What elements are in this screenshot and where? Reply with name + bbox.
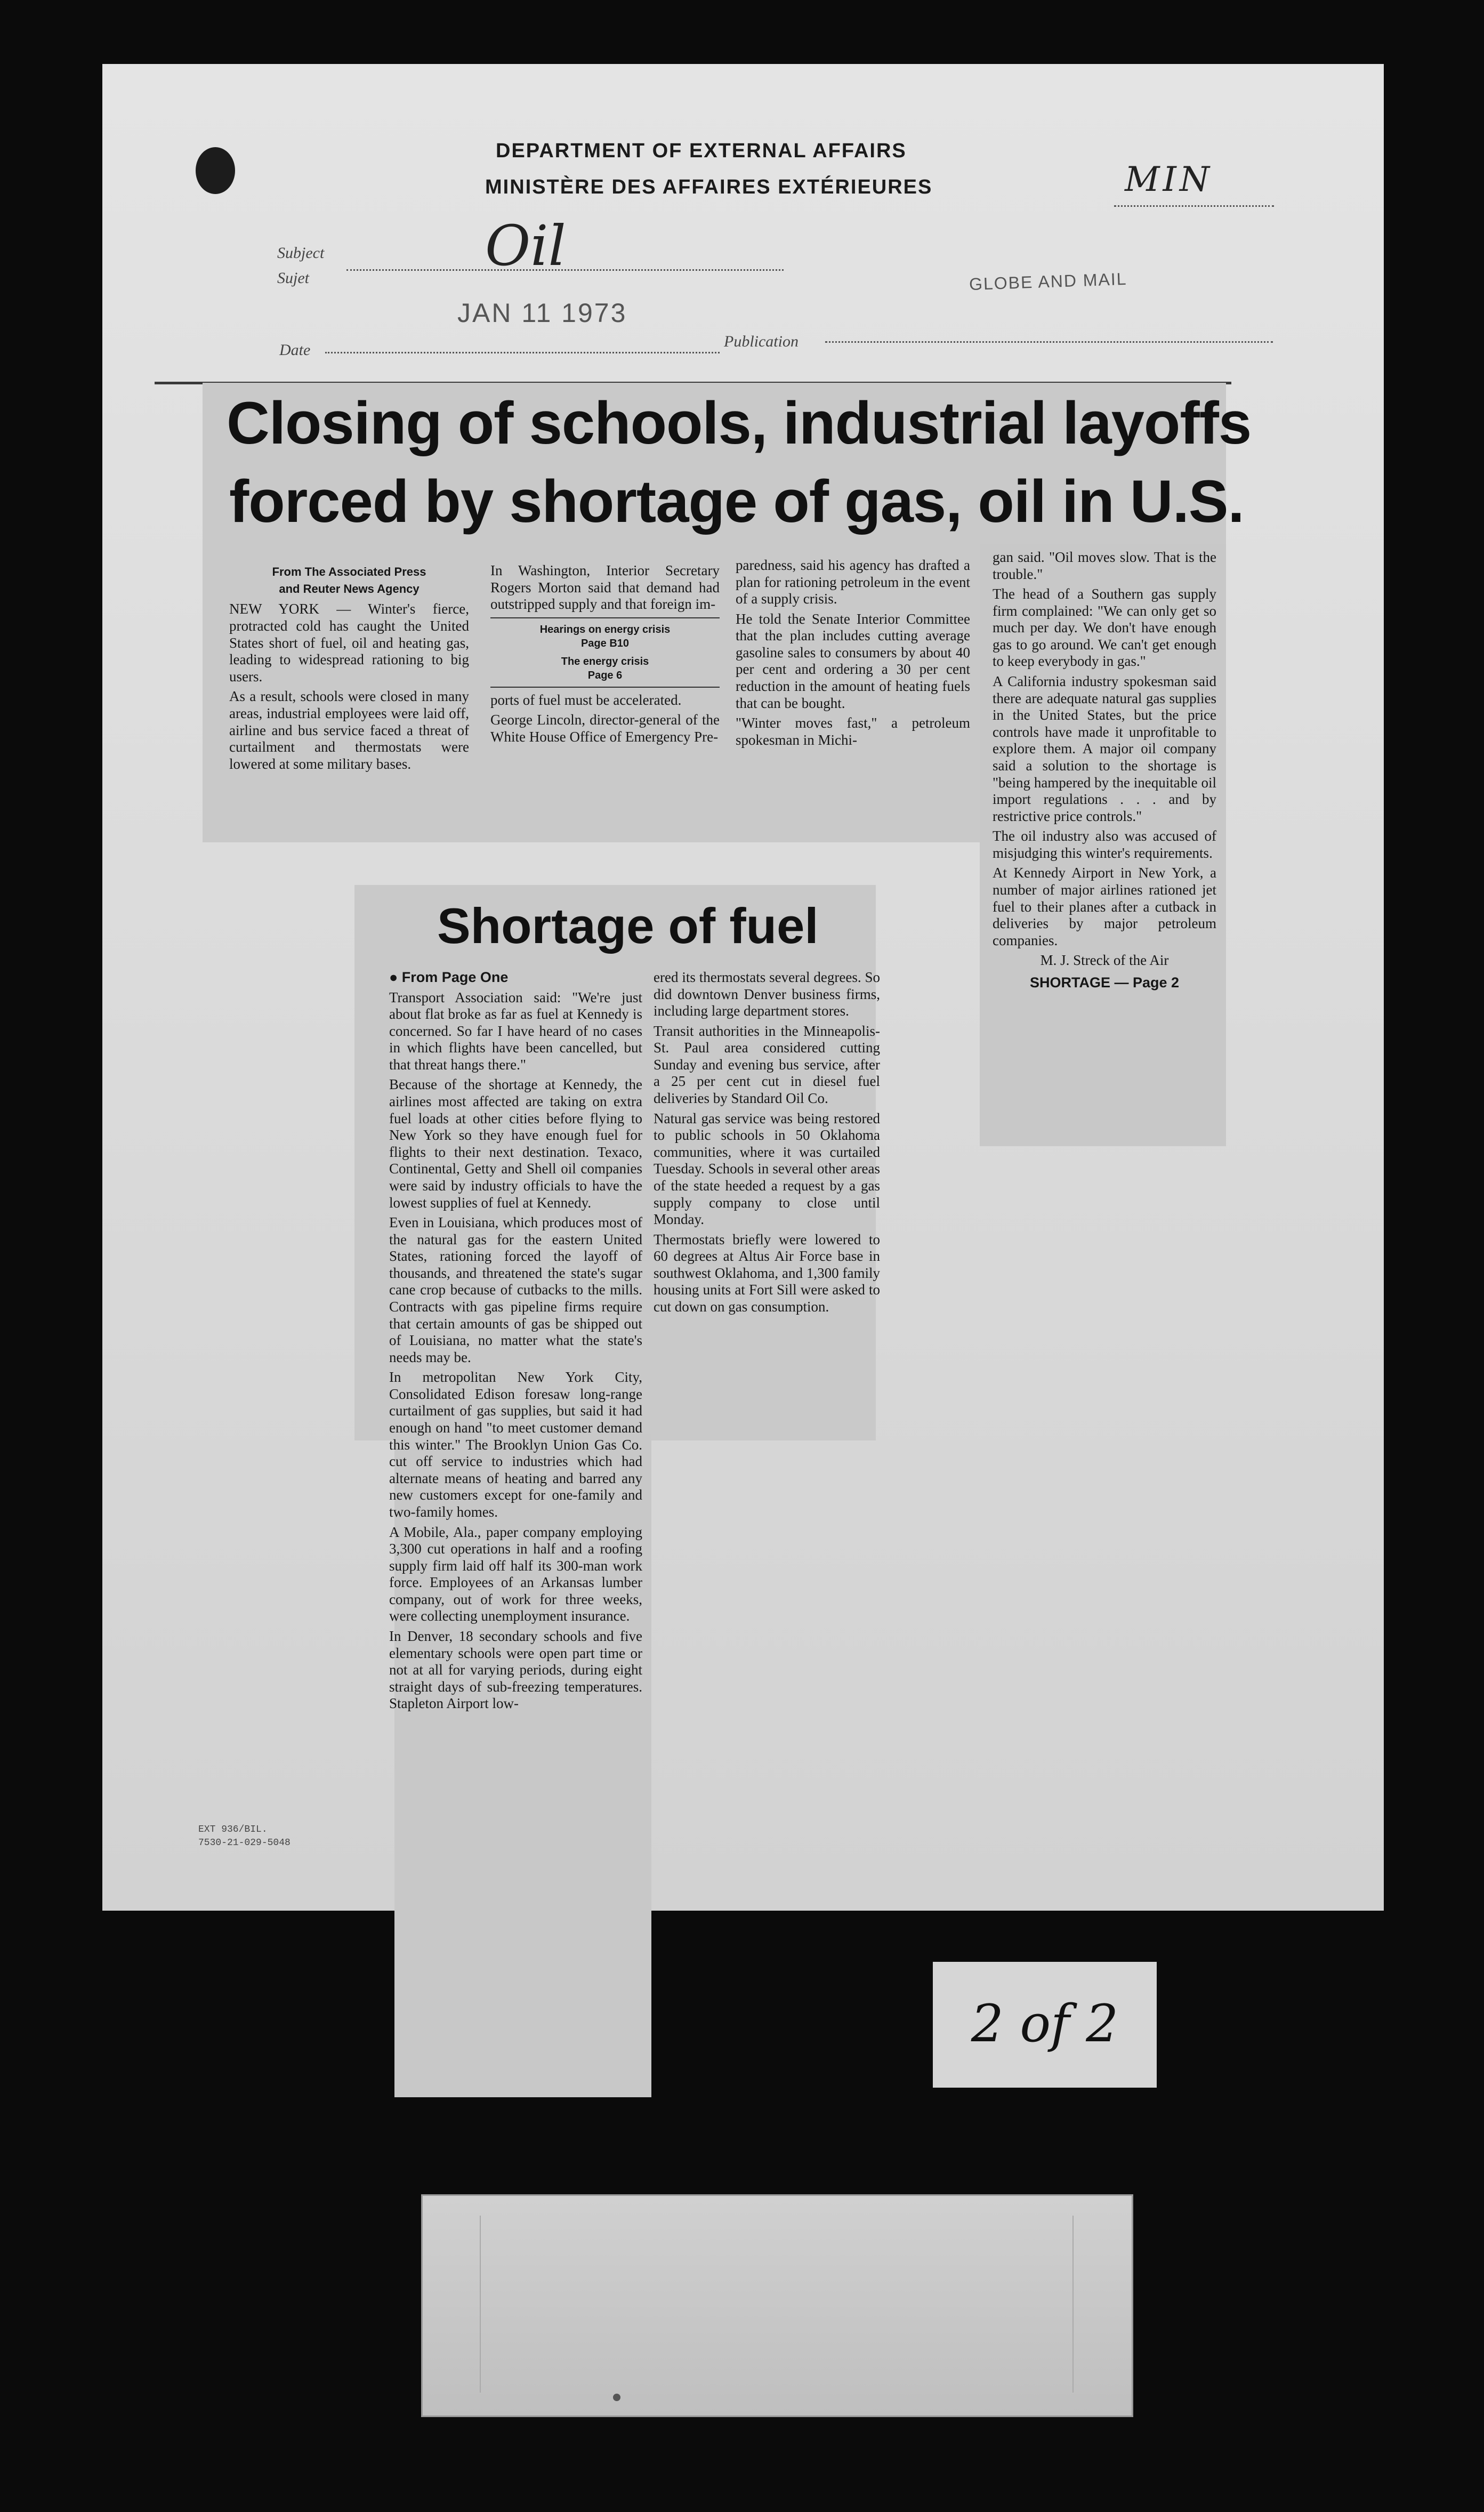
byline-line-2: and Reuter News Agency	[279, 582, 420, 595]
box-line: Page 6	[587, 669, 623, 681]
publication-stamp: GLOBE AND MAIL	[969, 269, 1128, 294]
cont-colA-paragraph: Transport Association said: "We're just about flat broke as far as fuel at Kennedy is concerned. So far I have heard of no cases in which flights have been cancelled, but that threat hangs there."	[389, 989, 642, 1073]
box-line: Hearings on energy crisis	[539, 623, 671, 635]
main-col3-paragraph: paredness, said his agency has drafted a plan for rationing petroleum in the event of a supply crisis.	[736, 557, 970, 607]
main-col2-paragraph: George Lincoln, director-general of the White House Office of Emergency Pre-	[490, 712, 720, 745]
date-rule	[325, 352, 720, 353]
jump-line: SHORTAGE — Page 2	[1029, 974, 1180, 991]
envelope-dot	[613, 2394, 620, 2401]
date-stamp: JAN 11 1973	[457, 298, 627, 328]
cont-colA-paragraph: In Denver, 18 secondary schools and five elementary schools were open part time or not at all for varying periods, during eight straight days of sub-freezing temperatures. Stapleton Airport low-	[389, 1628, 642, 1712]
cont-colB-paragraph: Natural gas service was being restored to public schools in 50 Oklahoma communities, where it was curtailed Tuesday. Schools in several other areas of the state heeded a request by a gas supply company to close until Monday.	[654, 1110, 880, 1228]
envelope-flap-line	[480, 2216, 1074, 2393]
continuation-column-b	[654, 969, 880, 1319]
department-french: MINISTÈRE DES AFFAIRES EXTÉRIEURES	[485, 176, 933, 198]
main-col4-paragraph: M. J. Streck of the Air	[1040, 952, 1169, 969]
main-col1-paragraph: As a result, schools were closed in many areas, industrial employees were laid off, airline and bus service faced a threat of curtailment and thermostats were lowered at some military bases.	[229, 688, 469, 772]
main-col2-paragraph: In Washington, Interior Secretary Rogers Morton said that demand had outstripped supply and that foreign im-	[490, 562, 720, 613]
cont-colA-paragraph: Even in Louisiana, which produces most of the natural gas for the eastern United States, rationing forced the layoff of thousands, and threatened the state's sugar cane crop because of cutbacks to the mills. Contracts with gas pipeline firms require that certain amounts of gas be shipped out of Louisiana, no matter what the state's needs may be.	[389, 1214, 642, 1365]
main-col1-paragraph: NEW YORK — Winter's fierce, protracted cold has caught the United States short of fuel, oil and heating gas, leading to widespread rationing to big users.	[229, 601, 469, 685]
initials-handwritten: MIN	[1125, 160, 1213, 199]
form-code	[198, 1823, 291, 1850]
publication-rule	[825, 341, 1273, 343]
page-label: 2 of 2	[971, 1994, 1119, 2054]
date-label: Date	[279, 341, 311, 359]
initials-rule	[1114, 205, 1274, 207]
cont-colA-paragraph: Because of the shortage at Kennedy, the airlines most affected are taking on extra fuel loads at other cities before flying to New York so they have enough fuel for flights to their next destination. Texaco, Continental, Getty and Shell oil companies were said by industry officials to have the lowest supplies of fuel at Kennedy.	[389, 1076, 642, 1211]
cross-reference-box	[490, 617, 720, 688]
main-col4-paragraph: The oil industry also was accused of misjudging this winter's requirements.	[993, 828, 1216, 861]
main-column-1	[229, 565, 469, 776]
punch-hole	[196, 147, 235, 194]
main-headline-line-2: forced by shortage of gas, oil in U.S.	[229, 468, 1244, 535]
subject-label: Subject	[277, 244, 325, 262]
continuation-headline: Shortage of fuel	[437, 898, 819, 954]
department-english: DEPARTMENT OF EXTERNAL AFFAIRS	[496, 140, 907, 162]
main-col2-paragraph: ports of fuel must be accelerated.	[490, 691, 682, 708]
box-line: Page B10	[580, 637, 630, 649]
main-col4-paragraph: At Kennedy Airport in New York, a number of major airlines rationed jet fuel to their planes after a cutback in deliveries by major petroleum companies.	[993, 865, 1216, 948]
main-column-4	[993, 549, 1216, 994]
from-page-marker: ● From Page One	[389, 969, 509, 985]
cont-colA-paragraph: In metropolitan New York City, Consolidated Edison foresaw long-range curtailment of gas supplies, but said it had enough on hand "to meet customer demand this winter." The Brooklyn Union Gas Co. cut off service to industries which had alternate means of heating and barred any new customers except for one-family and two-family homes.	[389, 1369, 642, 1520]
main-column-2	[490, 562, 720, 748]
form-code-line: 7530-21-029-5048	[198, 1838, 291, 1849]
main-col3-paragraph: He told the Senate Interior Committee that the plan includes cutting average gasoline sales to consumers by about 40 per cent and ordering a 30 per cent reduction in the amount of heating fuels that can be bought.	[736, 610, 970, 711]
box-line: The energy crisis	[561, 655, 649, 667]
main-headline-line-1: Closing of schools, industrial layoffs	[227, 390, 1252, 456]
cont-colB-paragraph: ered its thermostats several degrees. So did downtown Denver business firms, including large department stores.	[654, 969, 880, 1019]
cont-colB-paragraph: Transit authorities in the Minneapolis-St. Paul area considered cutting Sunday and evening bus service, after a 25 per cent cut in diesel fuel deliveries by Standard Oil Co.	[654, 1022, 880, 1107]
sujet-label: Sujet	[277, 269, 309, 287]
main-col3-paragraph: "Winter moves fast," a petroleum spokesman in Michi-	[736, 715, 970, 748]
byline-line-1: From The Associated Press	[272, 565, 426, 578]
main-col4-paragraph: gan said. "Oil moves slow. That is the trouble."	[993, 549, 1216, 582]
main-column-3	[736, 557, 970, 752]
subject-rule	[346, 269, 784, 271]
cont-colB-paragraph: Thermostats briefly were lowered to 60 degrees at Altus Air Force base in southwest Oklahoma, and 1,300 family housing units at Fort Sill were asked to cut down on gas consumption.	[654, 1231, 880, 1315]
main-col4-paragraph: A California industry spokesman said there are adequate natural gas supplies in the United States, but the price controls have made it unprofitable to explore them. A major oil company said a solution to the shortage is "being hampered by the inequitable oil import regulations . . . and by restrictive price controls."	[993, 673, 1216, 824]
main-col4-paragraph: The head of a Southern gas supply firm complained: "We can only get so much per day. We don't have enough gas to go around. We can't get enough to keep everybody in gas."	[993, 586, 1216, 670]
publication-label: Publication	[724, 333, 799, 350]
form-code-line: EXT 936/BIL.	[198, 1824, 268, 1835]
continuation-column-a	[389, 969, 642, 1716]
cont-colA-paragraph: A Mobile, Ala., paper company employing 3,300 cut operations in half and a roofing supply firm laid off half its 300-man work force. Employees of an Arkansas lumber company, out of work for three weeks, were collecting unemployment insurance.	[389, 1524, 642, 1624]
subject-value: Oil	[485, 213, 566, 278]
